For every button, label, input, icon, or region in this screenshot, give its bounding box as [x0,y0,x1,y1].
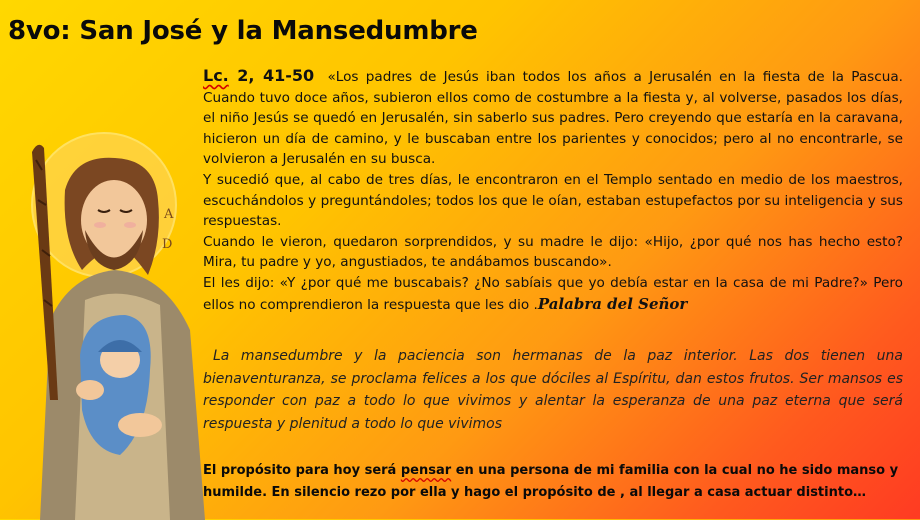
reading-closing: Palabra del Señor [537,294,688,313]
purpose-paragraph [203,460,908,504]
reflection-paragraph: La mansedumbre y la paciencia son hermanas de la paz interior. Las dos tienen una bienaventuranza, se proclama felices a los que dóciles al Espíritu, dan estos frutos. Ser mansos es responder con paz a todo lo que vivimos y alentar la esperanza de una paz eterna que será respuesta y plenitud a todo lo que vivimos [203,348,903,432]
hand-shape [118,413,162,437]
reading-text-1: «Los padres de Jesús iban todos los años a Jerusalén en la fiesta de la Pascua. Cuando tuvo doce años, subieron ellos como de costumbre a la fiesta y, al volverse, pasados los días, el niño Jesús se quedó en Jerusalén, sin saberlo sus padres. Pero creyendo que estaría en la caravana, hicieron un día de camino, y le buscaban entre los parientes y conocidos; pero al no encontrarle, se volvieron a Jerusalén en su busca. [203,69,903,168]
halo-letter-d: D [162,237,173,252]
citation-ref: 2, 41-50 [228,66,315,85]
reading-paragraph-1 [203,66,903,170]
purpose-after: en una persona de mi familia con la cual no he sido manso y humilde. En silencio rezo por ella y hago el propósito de , al llegar a casa actuar distinto… [203,463,899,500]
reading-text-4: El les dijo: «Y ¿por qué me buscabais? ¿No sabíais que yo debía estar en la casa de mi Padre?» Pero ellos no comprendieron la respuesta que les dio . [203,274,903,313]
citation-abbr: Lc. [203,66,229,85]
reading-paragraph-2: Y sucedió que, al cabo de tres días, le encontraron en el Templo sentado en medio de los maestros, escuchándolos y preguntándoles; todos los que le oían, estaban estupefactos por su inteligencia y sus respuestas. [203,171,903,230]
gospel-citation [203,66,314,85]
halo-letter-a: A [164,207,174,222]
reading-paragraph-3: Cuando le vieron, quedaron sorprendidos, y su madre le dijo: «Hijo, ¿por qué nos has hecho esto? Mira, tu padre y yo, angustiados, te andábamos buscando». [203,233,903,271]
gospel-reading [203,66,903,315]
daily-purpose [203,460,908,504]
purpose-underlined: pensar [400,463,452,478]
reflection-text [203,345,903,435]
reading-paragraph-4 [203,273,903,315]
purpose-before: El propósito para hoy será [203,463,401,478]
saint-joseph-illustration [30,70,210,520]
page-title: 8vo: San José y la Mansedumbre [8,16,478,46]
